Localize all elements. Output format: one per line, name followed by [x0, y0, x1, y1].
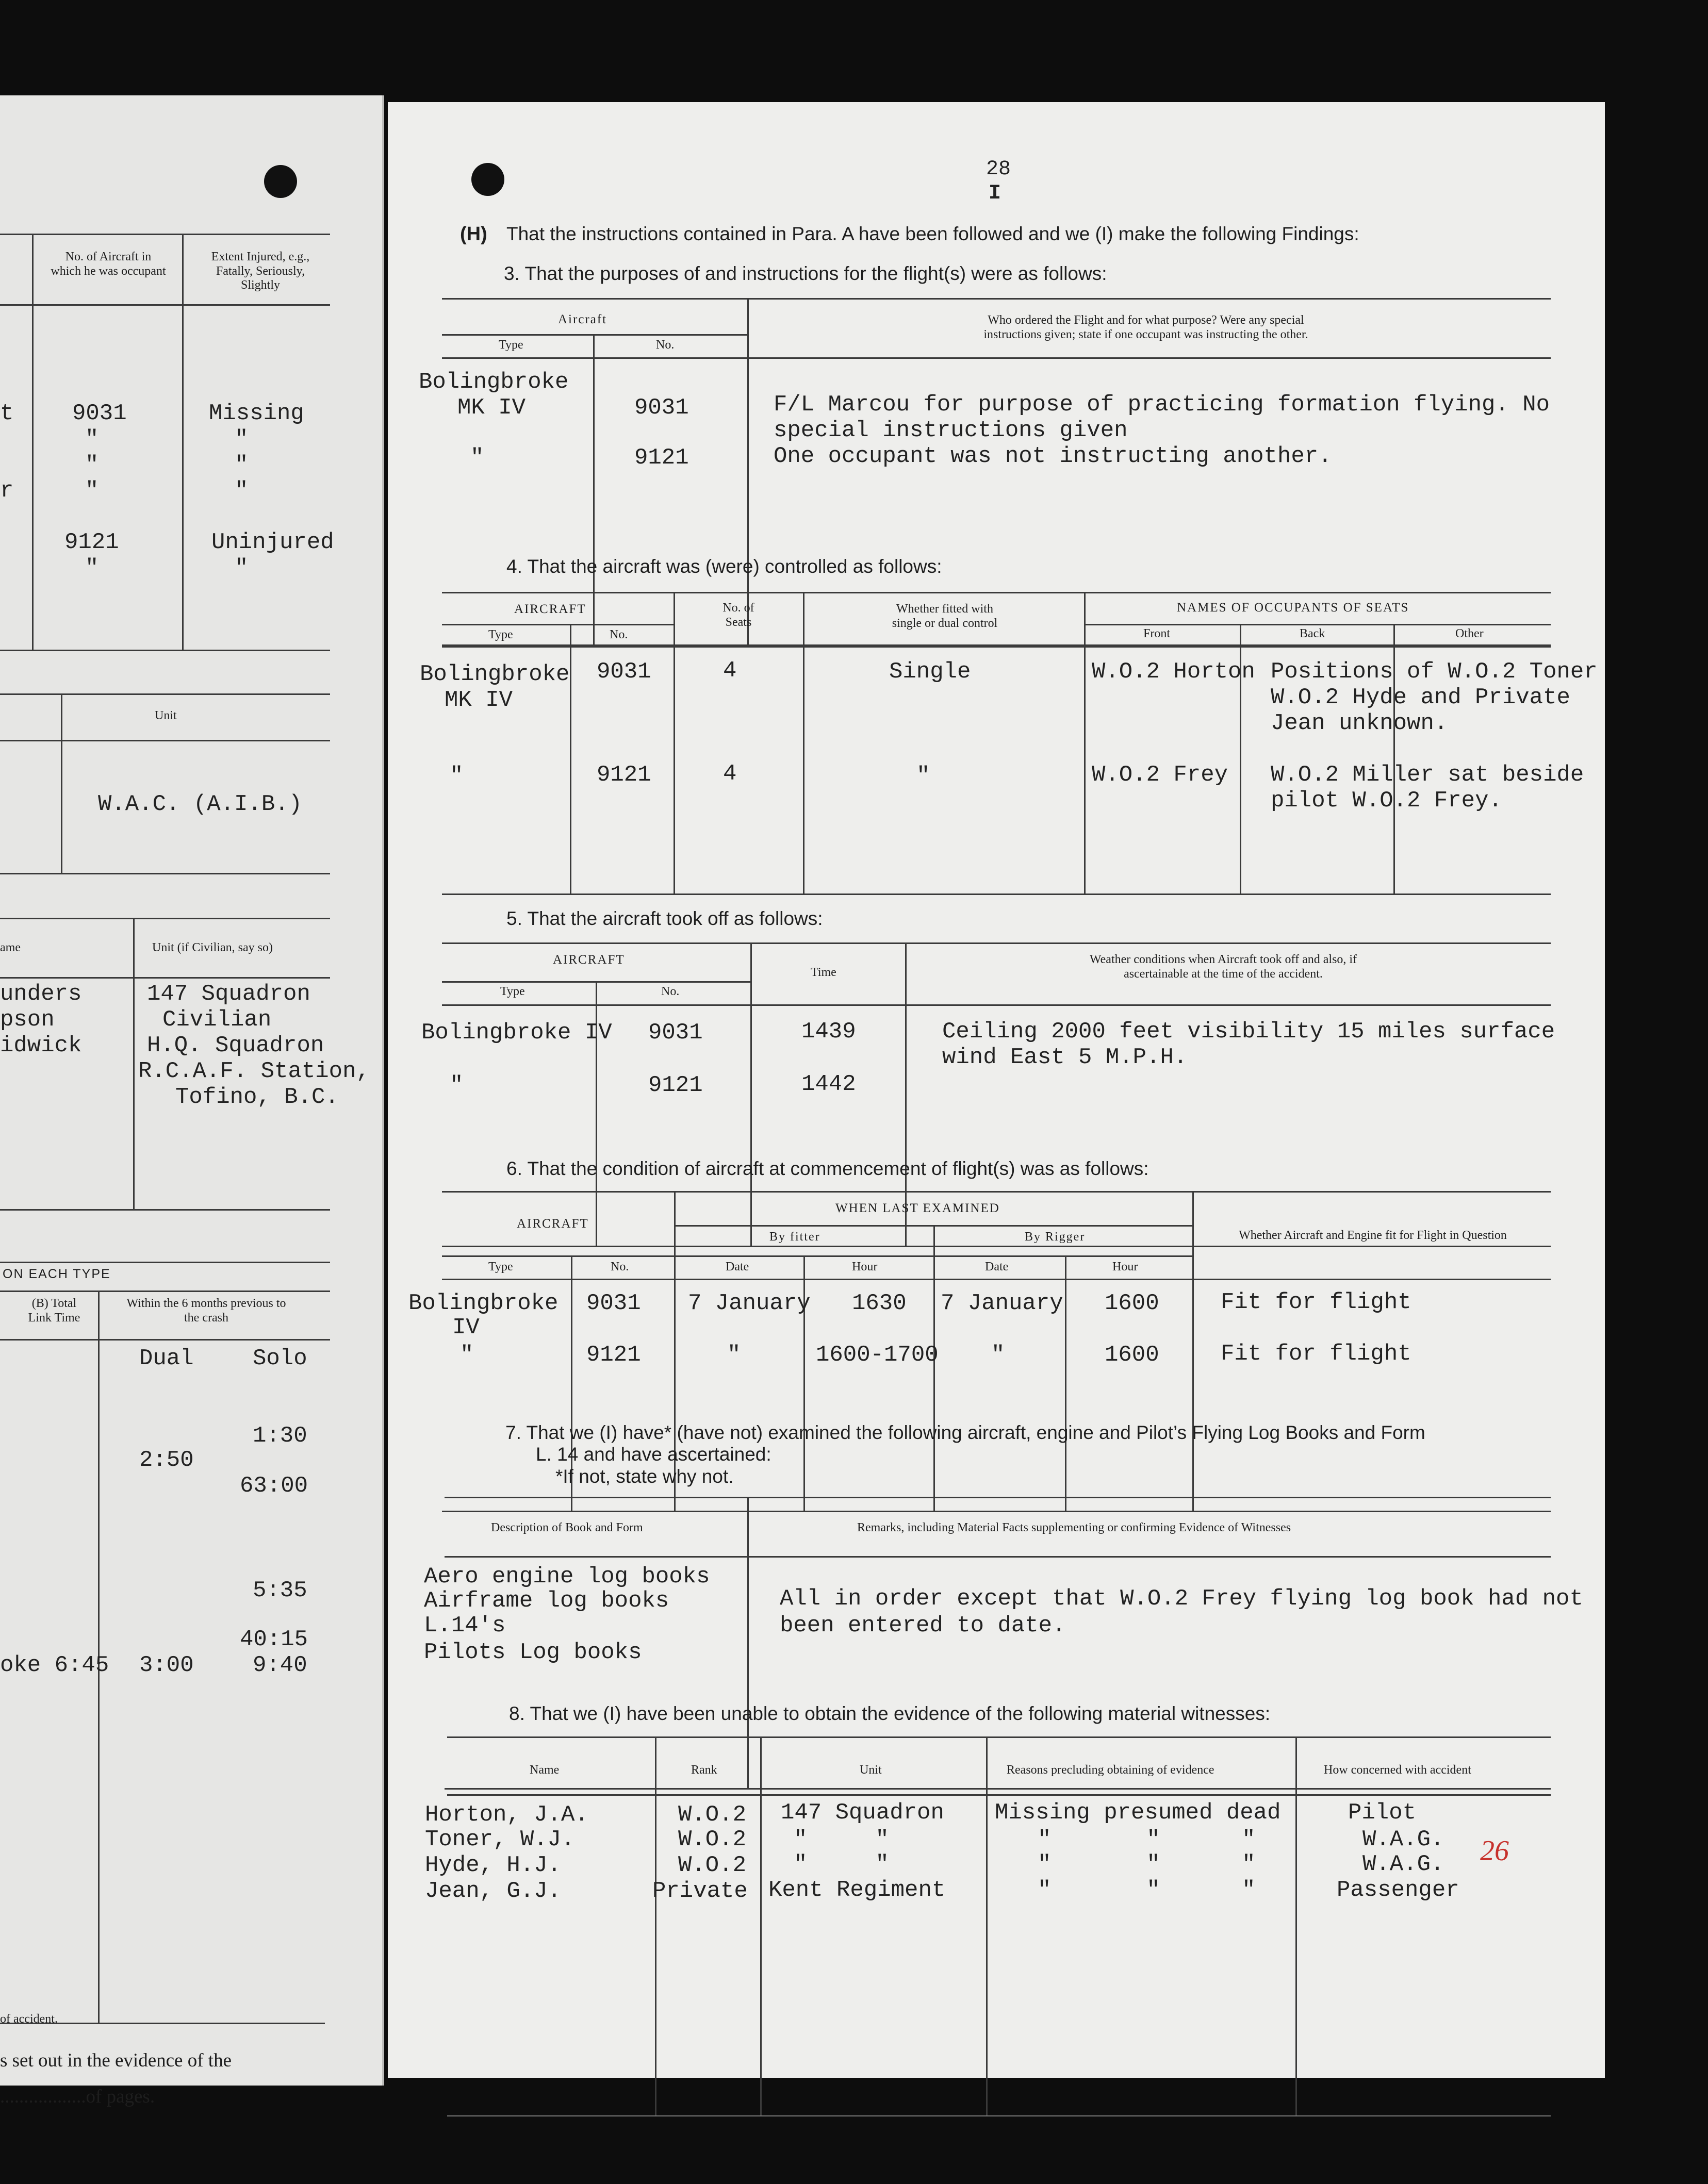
header-unit: Unit [155, 709, 177, 722]
dual-value: 2:50 [139, 1447, 194, 1473]
s6-row-fitter-hour: 1600-1700 [816, 1342, 939, 1368]
s5-weather-line: Ceiling 2000 feet visibility 15 miles surface [942, 1019, 1555, 1045]
s7-book: L.14's [424, 1613, 506, 1639]
s6-row-rigger-date: 7 January [941, 1290, 1063, 1316]
s4-row-back: pilot W.O.2 Frey. [1271, 788, 1502, 814]
witness-name: pson [0, 1007, 55, 1033]
footer-accident: of accident. [0, 2012, 58, 2026]
s4-header-no: No. [610, 628, 628, 641]
s6-row-fit: Fit for flight [1221, 1341, 1411, 1367]
s6-header-hour: Hour [852, 1260, 878, 1273]
s8-row-rank: W.O.2 [678, 1802, 747, 1828]
s6-row-fitter-hour: 1630 [852, 1290, 907, 1316]
s3-purpose-line: special instructions given [774, 418, 1128, 443]
s8-row-name: Toner, W.J. [425, 1827, 575, 1852]
right-page [388, 102, 1605, 2078]
s6-row-no: 9121 [586, 1342, 641, 1368]
witness-unit: Civilian [162, 1007, 272, 1033]
s4-row-control: " [916, 763, 930, 789]
s4-header-names: NAMES OF OCCUPANTS OF SEATS [1177, 601, 1409, 615]
s8-row-rank: W.O.2 [678, 1852, 747, 1878]
s4-row-back: W.O.2 Miller sat beside [1271, 762, 1584, 788]
s5-header-aircraft: AIRCRAFT [553, 953, 625, 967]
left-row-no: " [85, 478, 99, 504]
s8-header-reasons: Reasons precluding obtaining of evidence [1007, 1763, 1214, 1777]
s8-row-rank: W.O.2 [678, 1827, 747, 1852]
s6-row-rigger-hour: 1600 [1105, 1290, 1159, 1316]
s8-row-unit: Kent Regiment [768, 1877, 946, 1903]
section-h-label: (H) [460, 223, 487, 245]
s5-row-type: " [450, 1072, 464, 1098]
s4-header-aircraft: AIRCRAFT [514, 602, 586, 616]
s8-header-unit: Unit [860, 1763, 882, 1777]
s6-row-type: " [460, 1342, 474, 1368]
s8-row-reason: " " " [1038, 1877, 1256, 1903]
s7-header-desc: Description of Book and Form [491, 1521, 643, 1534]
s4-row-back: W.O.2 Hyde and Private [1271, 685, 1570, 710]
s6-row-rigger-date: " [991, 1342, 1005, 1368]
s7-header-remarks: Remarks, including Material Facts supplementing or confirming Evidence of Witnesses [857, 1521, 1291, 1534]
s8-row-rank: Private [652, 1878, 748, 1904]
s8-row-name: Horton, J.A. [425, 1802, 588, 1828]
section-5-title: 5. That the aircraft took off as follows: [506, 908, 823, 929]
header-no-aircraft: No. of Aircraft in which he was occupant [51, 250, 166, 278]
left-row-extent: Missing [209, 401, 304, 426]
s8-row-reason: " " " [1038, 1851, 1256, 1877]
solo-value: 40:15 [240, 1627, 308, 1652]
on-each-type: ON EACH TYPE [3, 1267, 111, 1281]
s4-row-back: Jean unknown. [1271, 710, 1448, 736]
s8-row-how: Pilot [1348, 1800, 1417, 1826]
s6-row-type: Bolingbroke [408, 1290, 559, 1316]
s4-header-front: Front [1143, 627, 1171, 640]
section-4-title: 4. That the aircraft was (were) controlled as follows: [506, 556, 942, 577]
s7-remarks-line: All in order except that W.O.2 Frey flying log book had not [780, 1586, 1583, 1612]
s8-header-rank: Rank [691, 1763, 717, 1777]
solo-value: 5:35 [253, 1578, 307, 1603]
punch-hole [471, 163, 504, 196]
witness-name: idwick [0, 1033, 82, 1058]
left-row-no: 9031 [72, 401, 127, 426]
s6-row-fit: Fit for flight [1221, 1289, 1411, 1315]
header-extent-injured: Extent Injured, e.g., Fatally, Seriously, Slightly [211, 250, 310, 292]
section-7-line1: 7. That we (I) have* (have not) examined the following aircraft, engine and Pilot’s Flying Log Books and Form [505, 1422, 1425, 1443]
left-row-no: " [85, 555, 99, 581]
s3-header-aircraft: Aircraft [558, 312, 607, 326]
s7-book: Airframe log books [424, 1588, 669, 1614]
s3-purpose-line: F/L Marcou for purpose of practicing formation flying. No [774, 392, 1550, 418]
s3-purpose-line: One occupant was not instructing another. [774, 443, 1332, 469]
left-row-a: r [0, 478, 14, 504]
s5-header-weather: Weather conditions when Aircraft took off and also, if ascertainable at the time of the accident. [1089, 953, 1357, 981]
s5-row-no: 9121 [648, 1072, 703, 1098]
s4-row-seats: 4 [723, 658, 737, 684]
left-row-extent: " [235, 426, 249, 452]
s3-row-no: 9031 [634, 395, 689, 421]
s4-row-type2: MK IV [445, 687, 513, 713]
s3-row-type: " [470, 445, 484, 471]
s4-row-seats: 4 [723, 761, 737, 787]
s4-header-seats: No. of Seats [722, 601, 754, 629]
footer-evidence: s set out in the evidence of the [0, 2050, 232, 2071]
s8-row-how: W.A.G. [1362, 1851, 1444, 1877]
section-7-line2: L. 14 and have ascertained: [536, 1444, 771, 1465]
s5-row-no: 9031 [648, 1020, 703, 1046]
s6-row-fitter-date: " [727, 1342, 741, 1368]
s8-row-reason: Missing presumed dead [995, 1800, 1281, 1826]
header-within-6-months: Within the 6 months previous to the crash [126, 1297, 286, 1325]
footer-pages: ..................of pages. [0, 2086, 155, 2107]
link-time-value: oke 6:45 [0, 1652, 109, 1678]
header-solo: Solo [253, 1346, 307, 1371]
s6-header-aircraft: AIRCRAFT [517, 1217, 589, 1231]
s4-row-front: W.O.2 Horton [1092, 659, 1255, 685]
s6-row-type2: IV [452, 1315, 480, 1341]
s6-header-hour: Hour [1112, 1260, 1138, 1273]
section-h-text: That the instructions contained in Para. A have been followed and we (I) make the following Findings: [506, 223, 1359, 244]
s6-header-date: Date [726, 1260, 749, 1273]
left-row-no: " [85, 452, 99, 478]
solo-value: 9:40 [253, 1652, 307, 1678]
s5-row-time: 1442 [801, 1071, 856, 1097]
s5-row-type: Bolingbroke IV [421, 1020, 612, 1046]
s5-header-time: Time [811, 966, 836, 979]
left-row-a: t [0, 401, 14, 426]
s3-header-who: Who ordered the Flight and for what purpose? Were any special instructions given; state if one occupant was instructing the other. [983, 313, 1308, 341]
witness-unit: 147 Squadron [147, 981, 310, 1007]
section-7-line3: *If not, state why not. [555, 1466, 734, 1487]
s6-header-no: No. [611, 1260, 629, 1273]
s4-row-front: W.O.2 Frey [1092, 762, 1228, 788]
unit-value: W.A.C. (A.I.B.) [98, 791, 303, 817]
s4-header-back: Back [1300, 627, 1325, 640]
s3-row-no: 9121 [634, 445, 689, 471]
section-6-title: 6. That the condition of aircraft at commencement of flight(s) was as follows: [506, 1158, 1149, 1179]
solo-value: 1:30 [253, 1423, 307, 1449]
s5-header-type: Type [500, 985, 525, 998]
s6-header-type: Type [488, 1260, 513, 1273]
left-row-extent: " [235, 478, 249, 504]
s4-row-no: 9031 [597, 659, 651, 685]
s7-book: Aero engine log books [424, 1564, 710, 1590]
margin-note: 26 [1480, 1835, 1509, 1867]
witness-unit: R.C.A.F. Station, [138, 1058, 370, 1084]
s5-row-time: 1439 [801, 1019, 856, 1045]
s4-row-type: Bolingbroke [420, 661, 570, 687]
page-mark: I [989, 182, 1001, 205]
s5-weather-line: wind East 5 M.P.H. [942, 1045, 1188, 1070]
s7-book: Pilots Log books [424, 1640, 642, 1665]
section-8-title: 8. That we (I) have been unable to obtain the evidence of the following material witnesses: [509, 1703, 1271, 1724]
header-name: ame [0, 941, 21, 954]
s6-row-no: 9031 [586, 1290, 641, 1316]
dual-value: 3:00 [139, 1652, 194, 1678]
s4-row-control: Single [889, 659, 971, 685]
s4-header-control: Whether fitted with single or dual control [892, 602, 998, 630]
s4-row-no: 9121 [597, 762, 651, 788]
punch-hole [264, 165, 297, 198]
s3-row-type2: MK IV [457, 395, 526, 421]
s8-header-how: How concerned with accident [1324, 1763, 1471, 1777]
s3-row-type: Bolingbroke [419, 369, 569, 395]
left-row-extent: " [235, 452, 249, 478]
s8-row-how: Passenger [1337, 1877, 1459, 1903]
s6-header-fitter: By fitter [769, 1230, 820, 1244]
s6-header-rigger: By Rigger [1025, 1230, 1086, 1244]
s6-header-date: Date [985, 1260, 1009, 1273]
s4-header-type: Type [488, 628, 513, 641]
s3-header-type: Type [499, 338, 523, 352]
s6-header-fit: Whether Aircraft and Engine fit for Flight in Question [1239, 1229, 1507, 1242]
s8-header-name: Name [530, 1763, 560, 1777]
s3-header-no: No. [656, 338, 675, 352]
left-row-extent: " [235, 555, 249, 581]
left-row-extent: Uninjured [211, 530, 334, 555]
s4-header-other: Other [1455, 627, 1484, 640]
left-row-no: " [85, 426, 99, 452]
witness-unit: H.Q. Squadron [147, 1033, 324, 1058]
left-row-no: 9121 [64, 530, 119, 555]
header-link-time: (B) Total Link Time [28, 1297, 80, 1325]
s8-row-name: Jean, G.J. [425, 1878, 562, 1904]
s7-remarks-line: been entered to date. [780, 1613, 1066, 1639]
s4-row-type: " [450, 763, 464, 789]
section-3-title: 3. That the purposes of and instructions for the flight(s) were as follows: [504, 263, 1107, 284]
solo-value: 63:00 [240, 1473, 308, 1499]
header-unit-civilian: Unit (if Civilian, say so) [152, 941, 273, 954]
s8-row-unit: " " [794, 1851, 889, 1877]
left-page [0, 95, 384, 2107]
s8-row-how: W.A.G. [1362, 1827, 1444, 1852]
s6-row-fitter-date: 7 January [688, 1290, 811, 1316]
s6-header-when: WHEN LAST EXAMINED [835, 1201, 1000, 1215]
witness-name: unders [0, 981, 82, 1007]
s8-row-reason: " " " [1038, 1827, 1256, 1852]
header-dual: Dual [139, 1346, 194, 1371]
s8-row-unit: 147 Squadron [781, 1800, 944, 1826]
s8-row-name: Hyde, H.J. [425, 1852, 562, 1878]
page-number: 28 [986, 158, 1011, 181]
s5-header-no: No. [661, 985, 680, 998]
s4-row-back: Positions of W.O.2 Toner [1271, 659, 1598, 685]
s8-row-unit: " " [794, 1827, 889, 1852]
s6-row-rigger-hour: 1600 [1105, 1342, 1159, 1368]
witness-unit: Tofino, B.C. [175, 1084, 339, 1110]
